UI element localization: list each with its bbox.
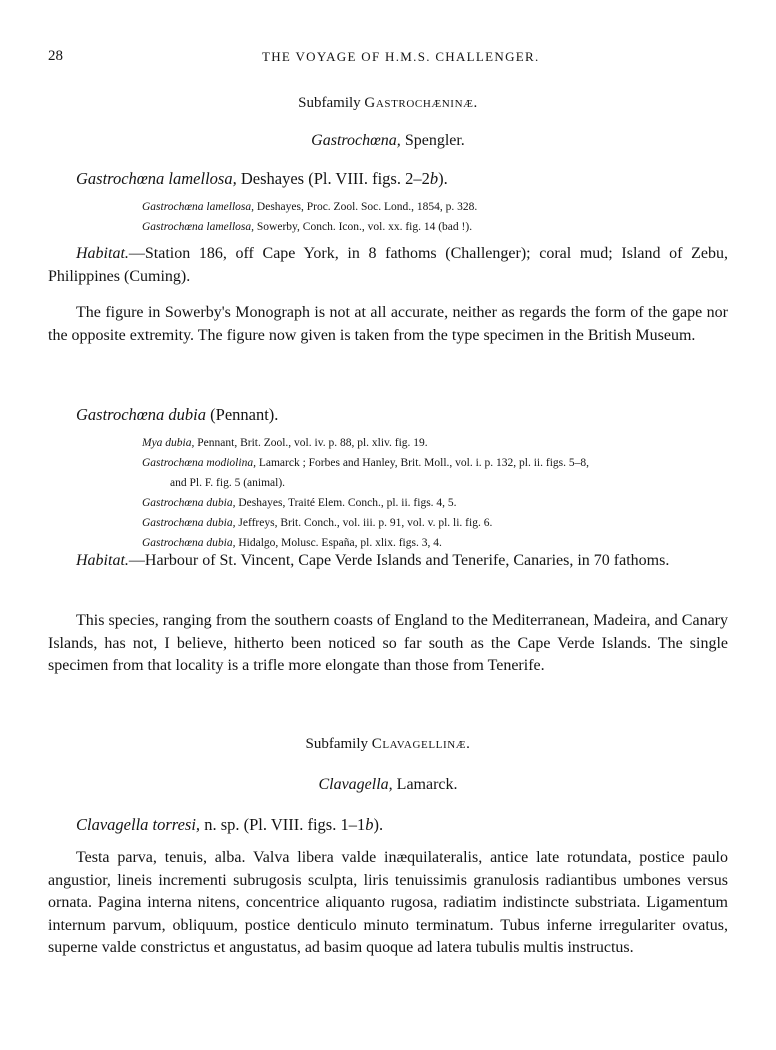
subfamily-heading-1: Subfamily Gastrochæninæ. [298,95,478,111]
habitat-paragraph-2: Habitat.—Harbour of St. Vincent, Cape Verde Islands and Tenerife, Canaries, in 70 fathoms. [76,552,670,569]
synonymy-list-1 [142,197,742,237]
species-heading-1: Gastrochœna lamellosa, Deshayes (Pl. VIII. figs. 2–2b). [76,169,448,188]
genus-name: Clavagella, [318,776,393,793]
synonymy-entry: Gastrochœna lamellosa, Sowerby, Conch. Icon., vol. xx. fig. 14 (bad !). [142,221,473,233]
species-heading-3: Clavagella torresi, n. sp. (Pl. VIII. figs. 1–1b). [76,815,384,834]
remark-paragraph-1: The figure in Sowerby's Monograph is not at all accurate, neither as regards the form of the gape nor the opposite extremity. The figure now given is taken from the type specimen in the British Museum. [48,304,728,344]
genus-name: Gastrochœna, [311,132,401,149]
species-heading-2: Gastrochœna dubia (Pennant). [76,405,279,424]
genus-heading-2: Clavagella, Lamarck. [318,776,458,793]
synonymy-entry: Gastrochœna modiolina, Lamarck ; Forbes and Hanley, Brit. Moll., vol. i. p. 132, pl. ii. figs. 5–8, [142,457,589,469]
remark-paragraph-2: This species, ranging from the southern coasts of England to the Mediterranean, Madeira, and Canary Islands, has not, I believe, hitherto been noticed so far south as the Cape Verde Islands. The single specimen from that locality is a trifle more elongate than those from Tenerife. [48,612,728,674]
subfamily-name: Clavagellinæ. [371,736,471,752]
synonymy-list-2 [142,433,742,553]
habitat-label: Habitat. [76,552,129,569]
subfamily-heading-2: Subfamily Clavagellinæ. [305,736,471,752]
page-number: 28 [48,48,63,64]
synonymy-entry: Gastrochœna lamellosa, Deshayes, Proc. Zool. Soc. Lond., 1854, p. 328. [142,201,478,213]
synonymy-entry-continued: and Pl. F. fig. 5 (animal). [170,477,286,489]
running-title: THE VOYAGE OF H.M.S. CHALLENGER. [262,49,540,64]
synonymy-entry: Gastrochœna dubia, Hidalgo, Molusc. España, pl. xlix. figs. 3, 4. [142,537,442,549]
species-name: Gastrochœna lamellosa, [76,169,237,188]
habitat-paragraph-1: Habitat.—Station 186, off Cape York, in 8 fathoms (Challenger); coral mud; Island of Zebu, Philippines (Cuming). [48,245,728,285]
synonymy-entry: Gastrochœna dubia, Deshayes, Traité Elem. Conch., pl. ii. figs. 4, 5. [142,497,457,509]
latin-description: Testa parva, tenuis, alba. Valva libera valde inæquilateralis, antice late rotundata, postice paulo angustior, lineis incrementi subrugosis sculpta, liris tenuissimis granulosis radiantibus umbones versus ornata. Pagina interna nitens, concentrice aliquanto rugosa, radiatim indistincte substriata. Ligamentum internum parvum, obliquum, postice denticulo minuto terminatum. Tubus inferne irregulariter ovatus, superne valde constrictus et angustatus, ad basim quoque ad latera tubulis multis instructus. [48,849,728,956]
species-name: Clavagella torresi, [76,815,201,834]
synonymy-entry: Mya dubia, Pennant, Brit. Zool., vol. iv. p. 88, pl. xliv. fig. 19. [142,437,428,449]
synonymy-entry: Gastrochœna dubia, Jeffreys, Brit. Conch., vol. iii. p. 91, vol. v. pl. li. fig. 6. [142,517,493,529]
habitat-label: Habitat. [76,245,129,262]
subfamily-name: Gastrochæninæ. [364,95,478,111]
genus-heading-1: Gastrochœna, Spengler. [311,132,465,149]
species-name: Gastrochœna dubia [76,405,207,424]
